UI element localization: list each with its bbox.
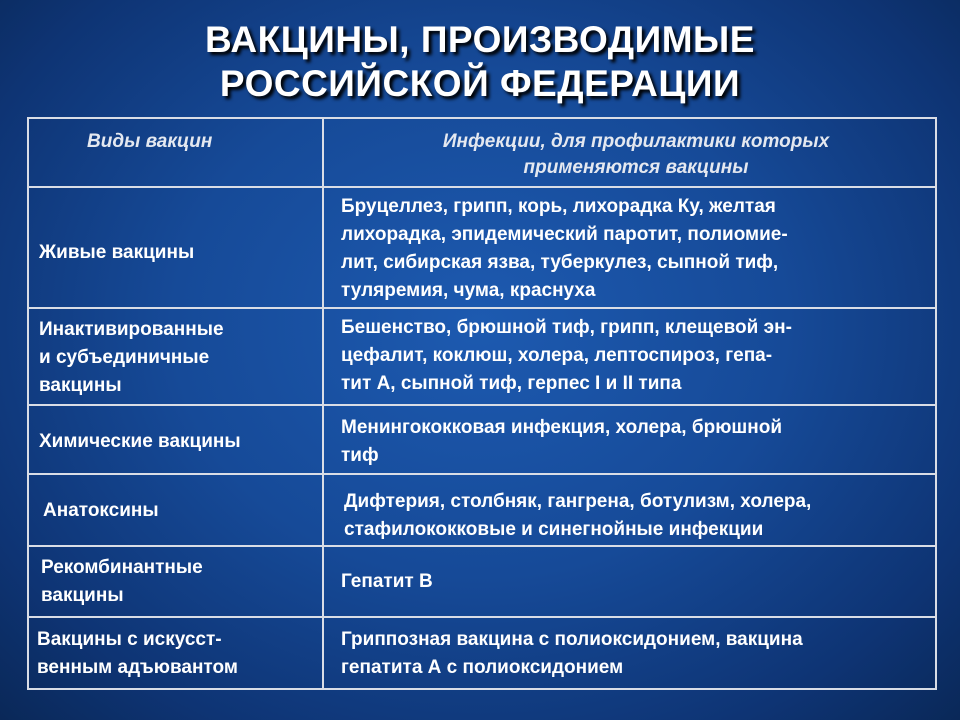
row-divider xyxy=(29,307,935,309)
type-line: Химические вакцины xyxy=(39,431,241,452)
type-line: Анатоксины xyxy=(43,500,159,521)
row-divider xyxy=(29,473,935,475)
table-row-infections xyxy=(341,314,931,398)
header-infections-line: Инфекции, для профилактики которых xyxy=(442,131,830,152)
vaccines-table xyxy=(27,117,937,690)
type-line: вакцины xyxy=(39,375,122,396)
type-line: Вакцины с искусст- xyxy=(37,629,222,650)
header-vaccine-types: Виды вакцин xyxy=(87,131,213,152)
type-line: Рекомбинантные xyxy=(41,557,203,578)
row-divider xyxy=(29,616,935,618)
infection-line: цефалит, коклюш, холера, лептоспироз, гепа- xyxy=(341,345,773,366)
infection-line: тиф xyxy=(341,445,379,466)
table-row-infections xyxy=(341,568,931,596)
table-row-type xyxy=(43,497,323,525)
infection-line: Бешенство, брюшной тиф, грипп, клещевой эн- xyxy=(341,317,792,338)
title-line-1: ВАКЦИНЫ, ПРОИЗВОДИМЫЕ xyxy=(205,19,755,60)
table-row-type xyxy=(39,239,319,267)
page-title xyxy=(0,18,960,106)
infection-line: тит А, сыпной тиф, герпес I и II типа xyxy=(341,373,682,394)
table-row-infections xyxy=(341,626,931,682)
title-line-2: РОССИЙСКОЙ ФЕДЕРАЦИИ xyxy=(219,63,741,104)
type-line: венным адъювантом xyxy=(37,657,238,678)
table-row-type xyxy=(39,428,319,456)
header-infections-line: применяются вакцины xyxy=(523,157,749,178)
infection-line: Бруцеллез, грипп, корь, лихорадка Ку, желтая xyxy=(341,196,776,217)
infection-line: Дифтерия, столбняк, гангрена, ботулизм, холера, xyxy=(344,491,812,512)
infection-line: гепатита А с полиоксидонием xyxy=(341,657,624,678)
infection-line: туляремия, чума, краснуха xyxy=(341,280,596,301)
infection-line: лит, сибирская язва, туберкулез, сыпной тиф, xyxy=(341,252,779,273)
row-divider xyxy=(29,545,935,547)
table-row-type xyxy=(41,554,321,610)
table-row-infections xyxy=(344,488,934,544)
table-row-infections xyxy=(341,414,931,470)
infection-line: Гепатит В xyxy=(341,571,433,592)
table-row-type xyxy=(37,626,317,682)
row-divider xyxy=(29,404,935,406)
table-row-infections xyxy=(341,193,931,305)
infection-line: лихорадка, эпидемический паротит, полиомие- xyxy=(341,224,788,245)
infection-line: Гриппозная вакцина с полиоксидонием, вакцина xyxy=(341,629,803,650)
infection-line: Менингококковая инфекция, холера, брюшной xyxy=(341,417,783,438)
header-infections xyxy=(341,129,931,181)
infection-line: стафилококковые и синегнойные инфекции xyxy=(344,519,764,540)
row-divider xyxy=(29,186,935,188)
type-line: вакцины xyxy=(41,585,124,606)
table-row-type xyxy=(39,316,319,400)
type-line: и субъединичные xyxy=(39,347,210,368)
type-line: Инактивированные xyxy=(39,319,224,340)
type-line: Живые вакцины xyxy=(39,242,195,263)
